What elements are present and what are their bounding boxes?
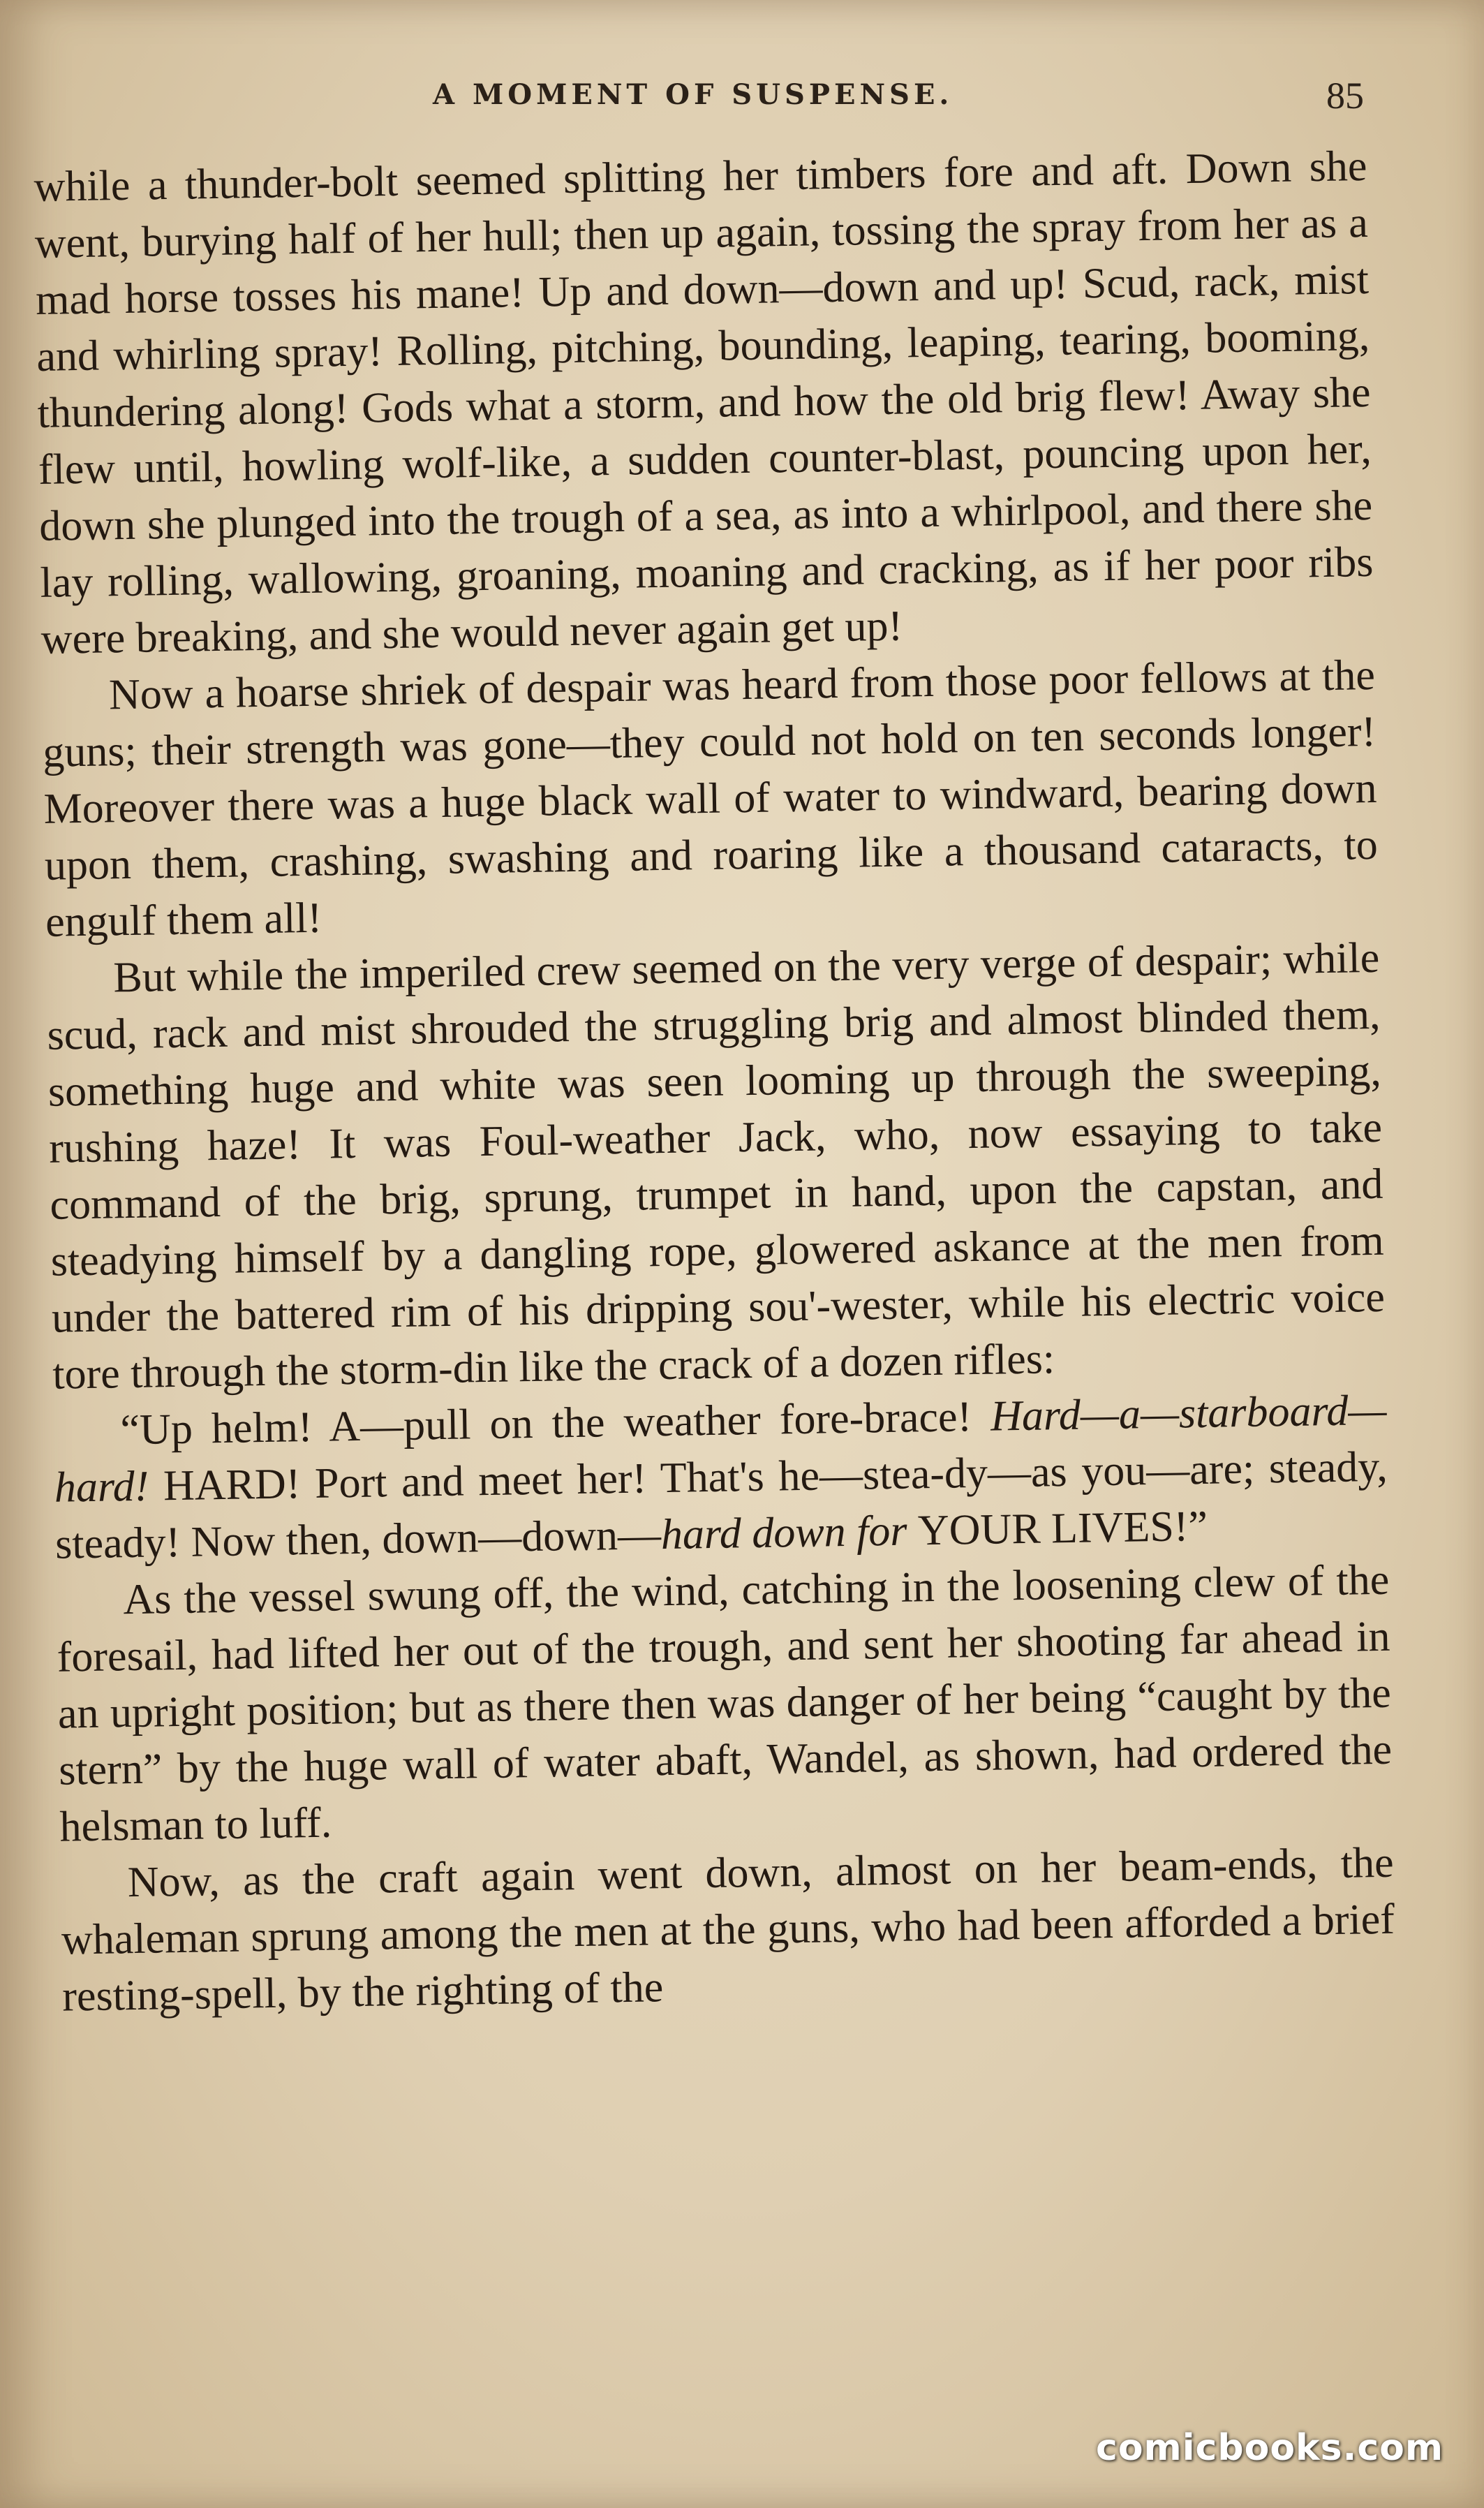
running-title: A MOMENT OF SUSPENSE. xyxy=(433,78,954,111)
body-text xyxy=(34,138,1396,2026)
italic-run: Hard—a—starboard—hard! xyxy=(54,1386,1387,1512)
page-header xyxy=(42,70,1396,126)
small-caps-run: YOUR LIVES xyxy=(917,1503,1175,1555)
paragraph: Now, as the craft again went down, almost on her beam-ends, the whaleman sprung among the men at the guns, who had been afforded a brief resting-spell, by the righting of the xyxy=(61,1838,1395,2021)
text-run: “Up helm! A—pull on the weather fore-brace! xyxy=(120,1393,972,1454)
watermark: comicbooks.com xyxy=(1096,2427,1444,2469)
text-run: !” xyxy=(1173,1502,1208,1551)
page-number: 85 xyxy=(1326,75,1364,117)
paragraph: Now a hoarse shriek of despair was heard from those poor fellows at the guns; their strength was gone—they could not hold on ten seconds longer! Moreover there was a huge black wall of water to windward, bearing down upon them, crashing, swashing and roaring like a thousand cataracts, to engulf them all! xyxy=(42,651,1379,946)
paragraph: But while the imperiled crew seemed on the very verge of despair; while scud, rack and mist shrouded the struggling brig and almost blinded them, something huge and white was seen looming up through the sweeping, rushing haze! It was Foul-weather Jack, who, now essaying to take command of the brig, sprung, trumpet in hand, upon the capstan, and steadying himself by a dangling rope, glowered askance at the men from under the battered rim of his dripping sou'-wester, while his electric voice tore through the storm-din like the crack of a dozen rifles: xyxy=(47,934,1386,1399)
paragraph-command xyxy=(53,1382,1389,1573)
paragraph: while a thunder-bolt seemed splitting her timbers fore and aft. Down she went, burying half of her hull; then up again, tossing the spray from her as a mad horse tosses his mane! Up and down—down and up! Scud, rack, mist and whirling spray! Rolling, pitching, bounding, leaping, tearing, booming, thundering along! Gods what a storm, and how the old brig flew! Away she flew until, howling wolf-like, a sudden counter-blast, pouncing upon her, down she plunged into the trough of a sea, as into a whirlpool, and there she lay rolling, wallowing, groaning, moaning and cracking, as if her poor ribs were breaking, and she would never again get up! xyxy=(34,142,1374,663)
paragraph: As the vessel swung off, the wind, catching in the loosening clew of the foresail, had lifted her out of the trough, and sent her shooting far ahead in an upright position; but as there then was danger of her being “caught by the stern” by the huge wall of water abaft, Wandel, as shown, had ordered the helsman to luff. xyxy=(57,1556,1393,1851)
text-run: ! Port and meet her! That's he—stea-dy—as you—are; steady, steady! Now then, down—down— xyxy=(54,1443,1388,1568)
italic-run: hard down for xyxy=(660,1507,907,1559)
small-caps-run: HARD xyxy=(163,1460,287,1510)
